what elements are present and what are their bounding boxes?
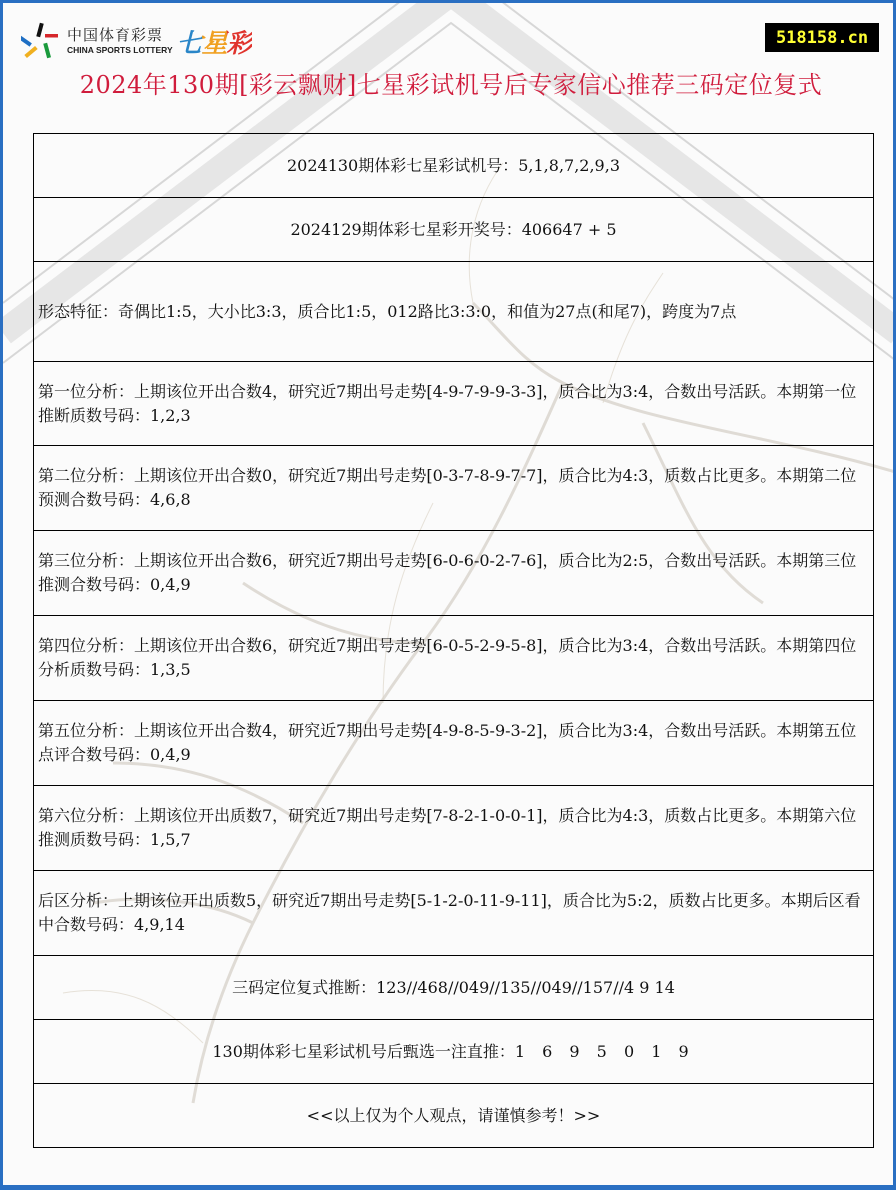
table-row-analysis — [34, 786, 874, 871]
table-row-trial-number — [34, 134, 874, 198]
logo-text — [67, 25, 173, 55]
table-row-analysis — [34, 871, 874, 956]
analysis-position-4: 第四位分析：上期该位开出合数6，研究近7期出号走势[6-0-5-2-9-5-8]，质合比为3:4，合数出号活跃。本期第四位分析质数号码：1,3,5 — [34, 616, 874, 701]
table-row-features — [34, 262, 874, 362]
analysis-position-5: 第五位分析：上期该位开出合数4，研究近7期出号走势[4-9-8-5-9-3-2]，质合比为3:4，合数出号活跃。本期第五位点评合数号码：0,4,9 — [34, 701, 874, 786]
analysis-position-3: 第三位分析：上期该位开出合数6，研究近7期出号走势[6-0-6-0-2-7-6]，质合比为2:5，合数出号活跃。本期第三位推测合数号码：0,4,9 — [34, 531, 874, 616]
table-row-analysis — [34, 701, 874, 786]
pick-label: 130期体彩七星彩试机号后甄选一注直推： — [212, 1041, 515, 1061]
china-sports-lottery-logo-icon — [21, 21, 61, 61]
compound-cell: 三码定位复式推断：123//468//049//135//049//157//4 9 14 — [34, 956, 874, 1020]
table-row-analysis — [34, 446, 874, 531]
analysis-position-2: 第二位分析：上期该位开出合数0，研究近7期出号走势[0-3-7-8-9-7-7]，质合比为4:3，质数占比更多。本期第二位预测合数号码：4,6,8 — [34, 446, 874, 531]
pick-numbers: 1 6 9 5 0 1 9 — [514, 1041, 695, 1061]
table-row-analysis — [34, 616, 874, 701]
logo-cn-text: 中国体育彩票 — [67, 25, 164, 44]
china-sports-lottery-logo — [21, 21, 281, 61]
trial-number-cell: 2024130期体彩七星彩试机号：5,1,8,7,2,9,3 — [34, 134, 874, 198]
page-title: 2024年130期[彩云飘财]七星彩试机号后专家信心推荐三码定位复式 — [79, 71, 823, 99]
prediction-table — [33, 133, 874, 1148]
table-row-analysis — [34, 362, 874, 446]
analysis-position-6: 第六位分析：上期该位开出质数7，研究近7期出号走势[7-8-2-1-0-0-1]，质合比为4:3，质数占比更多。本期第六位推测质数号码：1,5,7 — [34, 786, 874, 871]
analysis-position-1: 第一位分析：上期该位开出合数4，研究近7期出号走势[4-9-7-9-9-3-3]，质合比为3:4，合数出号活跃。本期第一位推断质数号码：1,2,3 — [34, 362, 874, 446]
pick-cell — [34, 1020, 874, 1084]
table-row-draw-result — [34, 198, 874, 262]
logo-en-text: CHINA SPORTS LOTTERY — [67, 44, 173, 55]
table-row-analysis — [34, 531, 874, 616]
analysis-back-zone: 后区分析：上期该位开出质数5，研究近7期出号走势[5-1-2-0-11-9-11]，质合比为5:2，质数占比更多。本期后区看中合数号码：4,9,14 — [34, 871, 874, 956]
table-row-disclaimer — [34, 1084, 874, 1148]
disclaimer-cell: <<以上仅为个人观点，请谨慎参考！>> — [34, 1084, 874, 1148]
draw-result-cell: 2024129期体彩七星彩开奖号：406647 + 5 — [34, 198, 874, 262]
table-row-compound — [34, 956, 874, 1020]
site-badge[interactable]: 518158.cn — [765, 23, 879, 52]
features-cell: 形态特征：奇偶比1:5，大小比3:3，质合比1:5，012路比3:3:0，和值为27点(和尾7)，跨度为7点 — [34, 262, 874, 362]
table-row-pick — [34, 1020, 874, 1084]
logo-brand-text: 七星彩 — [177, 23, 252, 60]
